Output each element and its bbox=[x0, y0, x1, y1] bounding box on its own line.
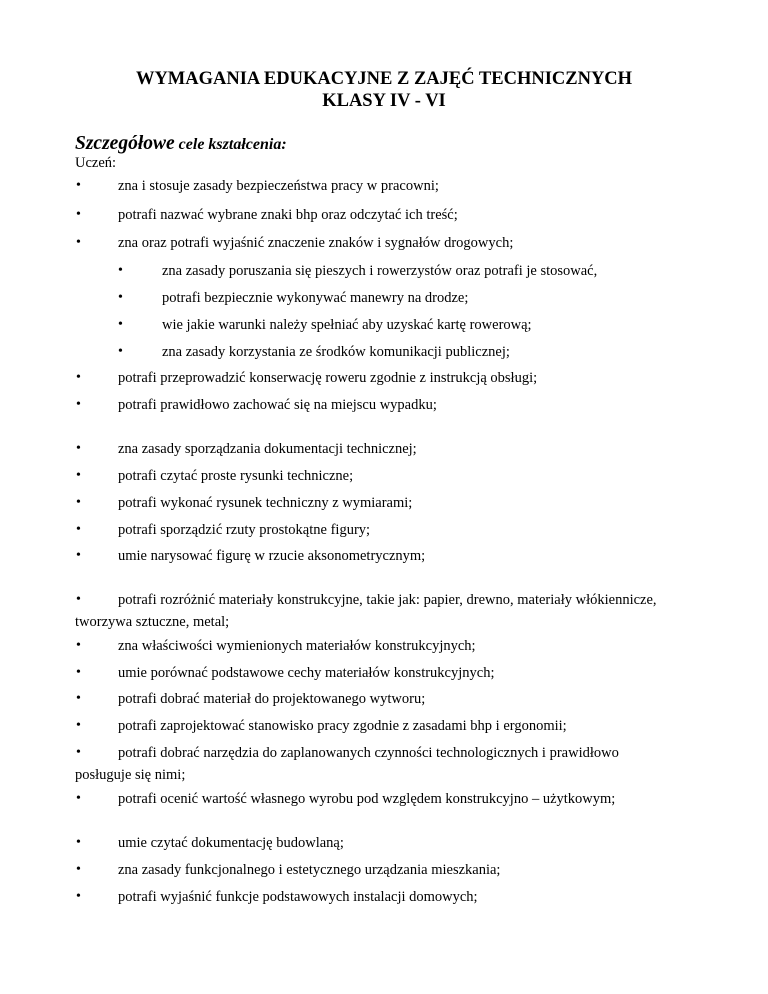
list-item-text: potrafi prawidłowo zachować się na miejscu wypadku; bbox=[118, 397, 437, 413]
bullet-icon: • bbox=[76, 522, 81, 537]
sub-list-item-text: zna zasady poruszania się pieszych i rowerzystów oraz potrafi je stosować, bbox=[162, 263, 598, 279]
bullet-icon: • bbox=[76, 548, 81, 563]
list-item bbox=[76, 521, 371, 539]
section-subtitle bbox=[75, 133, 287, 155]
document-title-line2: KLASY IV - VI bbox=[322, 91, 446, 111]
subtitle-part2: cele kształcenia: bbox=[174, 136, 287, 153]
bullet-icon: • bbox=[76, 207, 81, 222]
bullet-icon: • bbox=[76, 441, 81, 456]
bullet-icon: • bbox=[76, 665, 81, 680]
list-item-text: potrafi nazwać wybrane znaki bhp oraz odczytać ich treść; bbox=[118, 207, 458, 223]
bullet-icon: • bbox=[76, 495, 81, 510]
bullet-icon: • bbox=[76, 835, 81, 850]
list-item bbox=[76, 206, 458, 224]
bullet-icon: • bbox=[76, 235, 81, 250]
list-item-continuation: tworzywa sztuczne, metal; bbox=[75, 614, 230, 630]
list-item bbox=[76, 547, 426, 565]
list-item bbox=[76, 861, 501, 879]
list-item bbox=[76, 790, 616, 808]
bullet-icon: • bbox=[76, 889, 81, 904]
list-item bbox=[76, 177, 439, 195]
bullet-icon: • bbox=[76, 178, 81, 193]
list-item bbox=[76, 396, 437, 414]
list-item-text: umie narysować figurę w rzucie aksonometrycznym; bbox=[118, 548, 426, 564]
sub-list-item-text: potrafi bezpiecznie wykonywać manewry na drodze; bbox=[162, 290, 469, 306]
bullet-icon: • bbox=[118, 317, 123, 332]
bullet-icon: • bbox=[76, 638, 81, 653]
list-item-text: potrafi czytać proste rysunki techniczne; bbox=[118, 468, 354, 484]
list-item-text: zna zasady funkcjonalnego i estetycznego urządzania mieszkania; bbox=[118, 862, 501, 878]
list-item bbox=[76, 637, 476, 655]
list-item bbox=[76, 369, 538, 387]
bullet-icon: • bbox=[118, 344, 123, 359]
list-item-text: potrafi wykonać rysunek techniczny z wymiarami; bbox=[118, 495, 413, 511]
list-item bbox=[76, 234, 514, 252]
list-item-text: potrafi zaprojektować stanowisko pracy zgodnie z zasadami bhp i ergonomii; bbox=[118, 718, 567, 734]
list-item-text: zna zasady sporządzania dokumentacji technicznej; bbox=[118, 441, 417, 457]
list-item-text: potrafi sporządzić rzuty prostokątne figury; bbox=[118, 522, 371, 538]
list-item-text: zna właściwości wymienionych materiałów konstrukcyjnych; bbox=[118, 638, 476, 654]
list-item-text: potrafi wyjaśnić funkcje podstawowych instalacji domowych; bbox=[118, 889, 478, 905]
bullet-icon: • bbox=[76, 468, 81, 483]
list-item bbox=[76, 834, 344, 852]
sub-list-item-text: zna zasady korzystania ze środków komunikacji publicznej; bbox=[162, 344, 510, 360]
sub-list-item bbox=[118, 316, 532, 334]
list-item bbox=[76, 440, 417, 458]
sub-list-item bbox=[118, 289, 469, 307]
bullet-icon: • bbox=[76, 592, 81, 607]
intro-label: Uczeń: bbox=[75, 155, 117, 171]
list-item-text: potrafi rozróżnić materiały konstrukcyjne, takie jak: papier, drewno, materiały włókiennicze, bbox=[118, 592, 657, 608]
list-item bbox=[76, 591, 657, 609]
list-item-text: zna i stosuje zasady bezpieczeństwa pracy w pracowni; bbox=[118, 178, 439, 194]
bullet-icon: • bbox=[76, 397, 81, 412]
bullet-icon: • bbox=[76, 745, 81, 760]
list-item-continuation: posługuje się nimi; bbox=[75, 767, 186, 783]
sub-list-item bbox=[118, 343, 510, 361]
list-item-text: potrafi ocenić wartość własnego wyrobu pod względem konstrukcyjno – użytkowym; bbox=[118, 791, 616, 807]
list-item bbox=[76, 717, 567, 735]
list-item bbox=[76, 467, 354, 485]
list-item-text: umie czytać dokumentację budowlaną; bbox=[118, 835, 344, 851]
bullet-icon: • bbox=[76, 370, 81, 385]
list-item-text: potrafi dobrać narzędzia do zaplanowanych czynności technologicznych i prawidłowo bbox=[118, 745, 619, 761]
list-item-text: potrafi przeprowadzić konserwację roweru zgodnie z instrukcją obsługi; bbox=[118, 370, 538, 386]
bullet-icon: • bbox=[118, 263, 123, 278]
sub-list-item-text: wie jakie warunki należy spełniać aby uzyskać kartę rowerową; bbox=[162, 317, 532, 333]
list-item bbox=[76, 664, 495, 682]
list-item-text: potrafi dobrać materiał do projektowanego wytworu; bbox=[118, 691, 426, 707]
list-item bbox=[76, 690, 426, 708]
bullet-icon: • bbox=[76, 791, 81, 806]
sub-list-item bbox=[118, 262, 598, 280]
list-item bbox=[76, 494, 413, 512]
bullet-icon: • bbox=[76, 862, 81, 877]
list-item bbox=[76, 888, 478, 906]
list-item-text: zna oraz potrafi wyjaśnić znaczenie znaków i sygnałów drogowych; bbox=[118, 235, 514, 251]
list-item bbox=[76, 744, 619, 762]
subtitle-part1: Szczegółowe bbox=[75, 133, 175, 154]
document-title-line1: WYMAGANIA EDUKACYJNE Z ZAJĘĆ TECHNICZNYCH bbox=[135, 69, 633, 89]
list-item-text: umie porównać podstawowe cechy materiałów konstrukcyjnych; bbox=[118, 665, 495, 681]
bullet-icon: • bbox=[76, 718, 81, 733]
bullet-icon: • bbox=[76, 691, 81, 706]
bullet-icon: • bbox=[118, 290, 123, 305]
